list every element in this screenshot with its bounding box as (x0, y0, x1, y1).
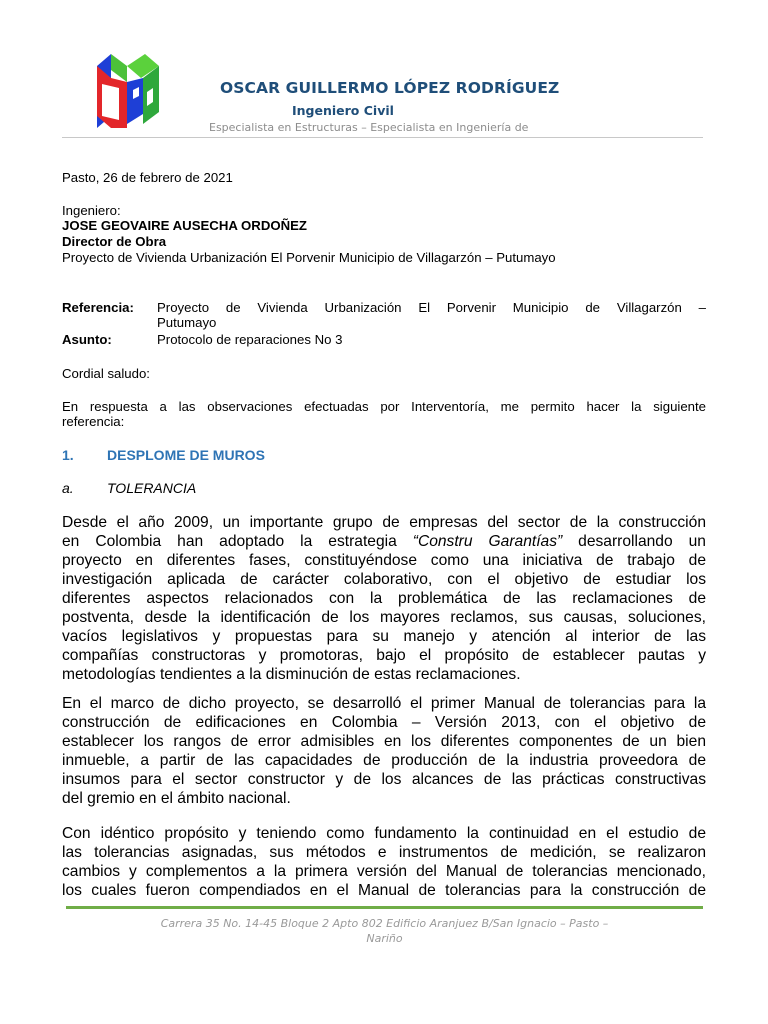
paragraph-line (62, 532, 706, 551)
paragraph-line: construcción de edificaciones en Colombia – Versión 2013, con el objetivo de (62, 714, 706, 731)
header-divider (62, 137, 703, 138)
paragraph-line: En el marco de dicho proyecto, se desarrolló el primer Manual de tolerancias para la (62, 695, 706, 712)
paragraph-line: Desde el año 2009, un importante grupo de empresas del sector de la construcción (62, 514, 706, 531)
footer-address-line: Carrera 35 No. 14-45 Bloque 2 Apto 802 Edificio Aranjuez B/San Ignacio – Pasto – (160, 917, 609, 930)
paragraph-line: postventa, desde la identificación de los mayores reclamos, sus causas, soluciones, (62, 609, 706, 626)
header-specialty: Especialista en Estructuras – Especialista en Ingeniería de (209, 121, 529, 134)
intro-paragraph (62, 399, 706, 429)
paragraph-text: desarrollando un (562, 533, 706, 550)
intro-line: referencia: (62, 414, 125, 429)
subject-value: Protocolo de reparaciones No 3 (157, 332, 343, 347)
letter-date: Pasto, 26 de febrero de 2021 (62, 170, 233, 185)
paragraph-line: proyecto en diferentes fases, constituyéndose como una iniciativa de trabajo de (62, 552, 706, 569)
paragraph-line: metodologías tendientes a la disminución de estas reclamaciones. (62, 666, 521, 683)
footer-divider (66, 906, 703, 909)
header-title: Ingeniero Civil (292, 103, 394, 118)
section-number: 1. (62, 447, 74, 463)
paragraph-line: diferentes aspectos relacionados con la problemática de las reclamaciones de (62, 590, 706, 607)
paragraph-line: insumos para el sector constructor y de los alcances de las prácticas constructivas (62, 771, 706, 788)
paragraph-3 (62, 824, 706, 900)
paragraph-line: compañías constructoras y promotoras, bajo el propósito de establecer pautas y (62, 647, 706, 664)
greeting: Cordial saludo: (62, 366, 150, 381)
section-title: DESPLOME DE MUROS (107, 447, 265, 463)
paragraph-line: investigación aplicada de carácter colaborativo, con el objetivo de estudiar los (62, 571, 706, 588)
paragraph-text: en Colombia han adoptado la estrategia (62, 533, 413, 550)
header-name: OSCAR GUILLERMO LÓPEZ RODRÍGUEZ (220, 79, 560, 97)
reference-label: Referencia: (62, 300, 134, 315)
quote-text: “Constru Garantías” (412, 533, 563, 550)
recipient-project: Proyecto de Vivienda Urbanización El Porvenir Municipio de Villagarzón – Putumayo (62, 250, 556, 265)
recipient-role: Director de Obra (62, 234, 167, 249)
paragraph-1 (62, 513, 706, 684)
paragraph-line: los cuales fueron compendiados en el Manual de tolerancias para la construcción de (62, 882, 706, 899)
intro-line: En respuesta a las observaciones efectuadas por Interventoría, me permito hacer la siguiente (62, 399, 706, 414)
reference-line: Putumayo (157, 315, 217, 330)
paragraph-line: del gremio en el ámbito nacional. (62, 790, 291, 807)
paragraph-line: las tolerancias asignadas, sus métodos e instrumentos de medición, se realizaron (62, 844, 706, 861)
salutation-title: Ingeniero: (62, 203, 121, 218)
subsection-title: TOLERANCIA (107, 480, 197, 496)
paragraph-line: vacíos legislativos y propuestas para su manejo y atención al interior de las (62, 628, 706, 645)
paragraph-line: Con idéntico propósito y teniendo como fundamento la continuidad en el estudio de (62, 825, 706, 842)
paragraph-2 (62, 694, 706, 808)
ogl-logo-icon (97, 54, 159, 130)
recipient-name: JOSE GEOVAIRE AUSECHA ORDOÑEZ (62, 218, 307, 233)
paragraph-line: establecer los rangos de error admisibles en los diferentes componentes de un bien (62, 733, 706, 750)
footer-address (66, 916, 703, 946)
paragraph-line: cambios y complementos a la primera versión del Manual de tolerancias mencionado, (62, 863, 706, 880)
reference-value (157, 300, 706, 330)
footer-address-line: Nariño (366, 932, 403, 945)
subsection-letter: a. (62, 480, 74, 496)
subject-label: Asunto: (62, 332, 112, 347)
reference-line: Proyecto de Vivienda Urbanización El Porvenir Municipio de Villagarzón – (157, 300, 706, 315)
paragraph-line: inmueble, a partir de las capacidades de producción de la industria proveedora de (62, 752, 706, 769)
